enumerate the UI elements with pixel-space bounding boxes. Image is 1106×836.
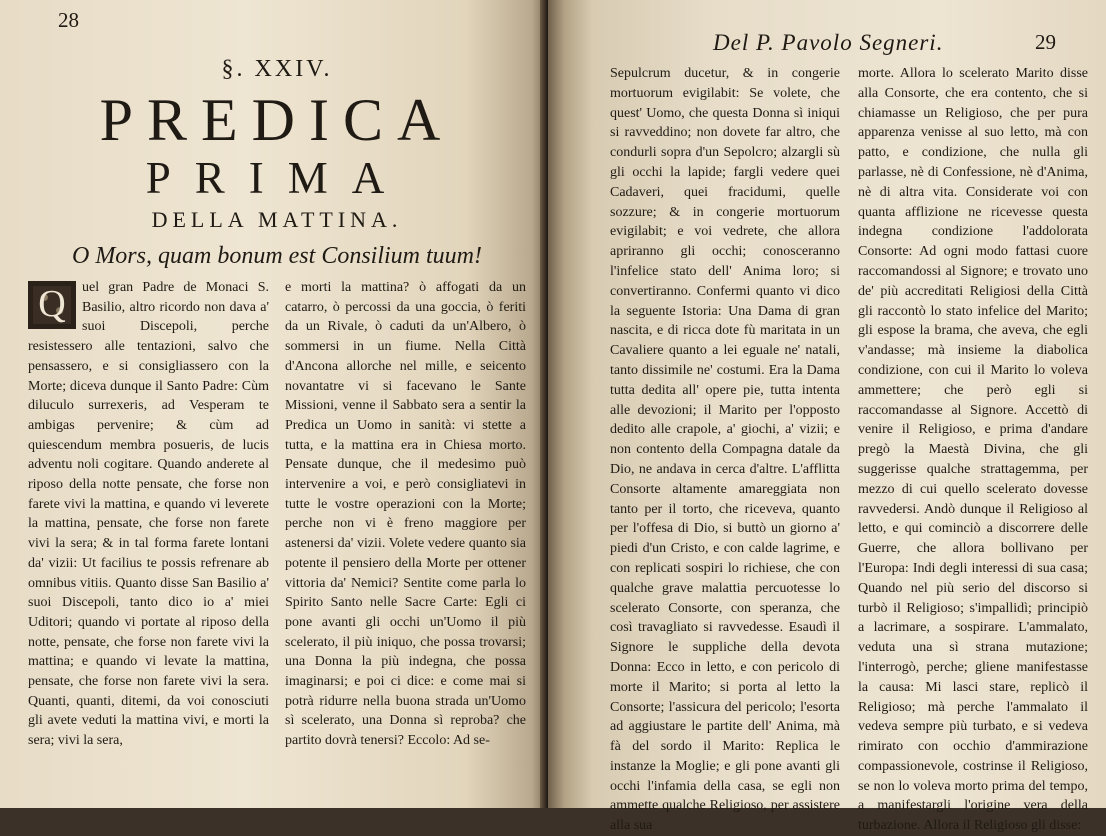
- left-column-1: [28, 278, 269, 783]
- sermon-title: PREDICA: [99, 87, 455, 153]
- motto: O Mors, quam bonum est Consilium tuum!: [71, 243, 482, 269]
- sermon-title-2: PRIMA: [145, 153, 409, 203]
- left-text-columns: [28, 278, 526, 783]
- right-text-columns: [610, 64, 1088, 834]
- left-column-1-text: uel gran Padre de Monaci S. Basilio, altro ricordo non dava a' suoi Discepoli, perche resistessero alle tentazioni, salvo che pensassero, e si consigliassero con la Morte; diceva dunque il Santo Padre: Cùm diluculo surrexeris, ad Vesperam te ambigas pervenire; & cùm ad quiescendum membra posueris, de lucis adventu noli cogitare. Quando anderete al riposo della notte pensate, che forse non farete vivi la mattina, e quando vi leverete la mattina, pensate, che forse non farete vivi la sera; & in tal forma farete lontani da' vizii: Ut facilius te possis refrenare ab omnibus vitiis. Quanto disse San Basilio a' suoi Discepoli, tanto dico io a' miei Uditori; quando vi portate al riposo della notte, pensate, che forse non farete vivi la mattina; e quando vi levate la mattina, pensate, che forse non farete vivi la sera. Quanti, quanti, ditemi, da voi conosciuti gli avete veduti la mattina vivi, e morti la sera; vivi la sera,: [28, 280, 269, 749]
- running-head: Del P. Pavolo Segneri.: [713, 30, 944, 55]
- right-column-1: [610, 64, 840, 834]
- section-mark: §. XXIV.: [221, 56, 333, 82]
- left-page: [0, 0, 548, 808]
- left-page-number: 28: [58, 8, 79, 32]
- right-page: [548, 0, 1106, 834]
- right-column-1-text: Sepulcrum ducetur, & in congerie mortuorum evigilabit: Se volete, che quest' Uomo, che questa Donna sì iniqui si ravveddino; non dovete far altro, che condurli sopra d'un Sepolcro; alzargli sù gli occhi la lapide; fargli vedere quei Cadaveri, quei fracidumi, quelle sozzure; & in congerie mortuorum evigilabit; e voi vedrete, che allora apriranno gli occhi; conosceranno l'infelice stato dell' Anima loro; si convertiranno. Confermi quanto vi dico la seguente Istoria: Una Dama di gran nascita, e di ricca dote fù maritata in un Cavaliere quanto a lei eguale ne' natali, tanto dissimile ne' costumi. Era la Dama tutta dedita all' opere pie, tutta intenta alle devozioni; il Marito per l'opposto dedito alle crapole, a' giochi, a' vizii; e non contento della Compagna datale da Dio, ne andava in cerca d'altre. L'afflitta Consorte altamente amareggiata non tanto per il torto, che riceveva, quanto per l'offesa di Dio, si buttò un giorno a' piedi d'un Cristo, e con calde lagrime, e con replicati sospiri lo richiese, che con qualche grave malattia percuotesse lo scelerato Consorte, con speranza, che così travagliato si ravvedesse. Esaudì il Signore le suppliche della devota Donna: Ecco in letto, e con pericolo di morte il Marito; si porta al letto la Consorte; l'assicura del pericolo; l'esorta ad aggiustare le partite dell' Anima, mà fà del sordo il Marito: Replica le instanze la Moglie; e gli pone avanti gli occhi l'infamia della casa, se egli non ammette qualche Religioso, per assistere alla sua: [610, 66, 840, 834]
- drop-cap-letter: Q: [38, 283, 66, 326]
- left-column-2: [285, 278, 526, 783]
- right-column-2: [858, 64, 1088, 834]
- left-column-2-text: e morti la mattina? ò affogati da un catarro, ò percossi da una goccia, ò feriti da un Rivale, ò caduti da un'Albero, ò sommersi in un fiume. Nella Città d'Ancona allorche nel mille, e seicento novantatre vi si facevano le Sante Missioni, venne il Sabbato sera a sentir la Predica un Uomo in sanità: vi stette a tutta, e la mattina era in Chiesa morto. Pensate dunque, che il medesimo può intervenire a voi, e però consigliatevi in tutte le vostre operazioni con la Morte; perche non vi è freno maggiore per astenersi da' vizii. Volete vedere quanto sia potente il pensiero della Morte per ottener vittoria da' Nemici? Sentite come parla lo Spirito Santo nelle Sacre Carte: Egli ci pone avanti gli occhi un'Uomo il più scelerato, il più iniquo, che possa trovarsi; una Donna la più indegna, che possa imaginarsi; e poi ci dice: e come mai si potrà ridurre nella buona strada un'Uomo sì scelerato, una Donna sì reproba? che partito dovrà tenersi? Eccolo: Ad se-: [285, 280, 526, 749]
- sermon-subtitle: DELLA MATTINA.: [151, 207, 403, 232]
- drop-cap: [28, 281, 76, 329]
- right-column-2-text: morte. Allora lo scelerato Marito disse alla Consorte, che era contento, che si chiamasse un Religioso, che per pura apparenza venisse al suo letto, mà con patto, e condizione, che nulla gli parlasse, nè di Confessione, nè d'Anima, nè di altra vita. Considerate voi con quanta afflizione ne ricevesse questa indegna condizione l'addolorata Consorte: Ad ogni modo fattasi cuore raccomandossi al Signore; e trovato uno de' più accreditati Religiosi della Città gli raccontò lo stato infelice del Marito; gli espose la brama, che aveva, che egli v'andasse; mà insieme la diabolica condizione, con cui il Marito lo voleva ammettere; che però egli si raccomandasse al Signore. Accettò di venire il Religioso, e prima d'andare pregò la Maestà Divina, che gli suggerisse qualche strattagemma, per mezzo di cui quello scelerato dovesse ravvedersi. Andò dunque il Religioso al letto, e qui cominciò a discorrere delle Guerre, che allora bollivano per l'Europa: Indi degli interessi di sua casa; Quando nel più serio del discorso si turbò il Religioso; s'impallidì; principiò a lacrimare, a sospirare. L'ammalato, veduta una sì strana mutazione; l'interrogò, perche; gliene manifestasse la causa: Mi lasci stare, replicò il Religioso; mà perche l'ammalato il vedeva sempre più turbato, e si vedeva rimirato con occhio d'ammirazione compassionevole, costrinse il Religioso, se non lo voleva morto prima del tempo, a manifestargli l'origine vera della turbazione. Allora il Religioso gli disse:: [858, 66, 1088, 834]
- right-page-number: 29: [1035, 30, 1056, 54]
